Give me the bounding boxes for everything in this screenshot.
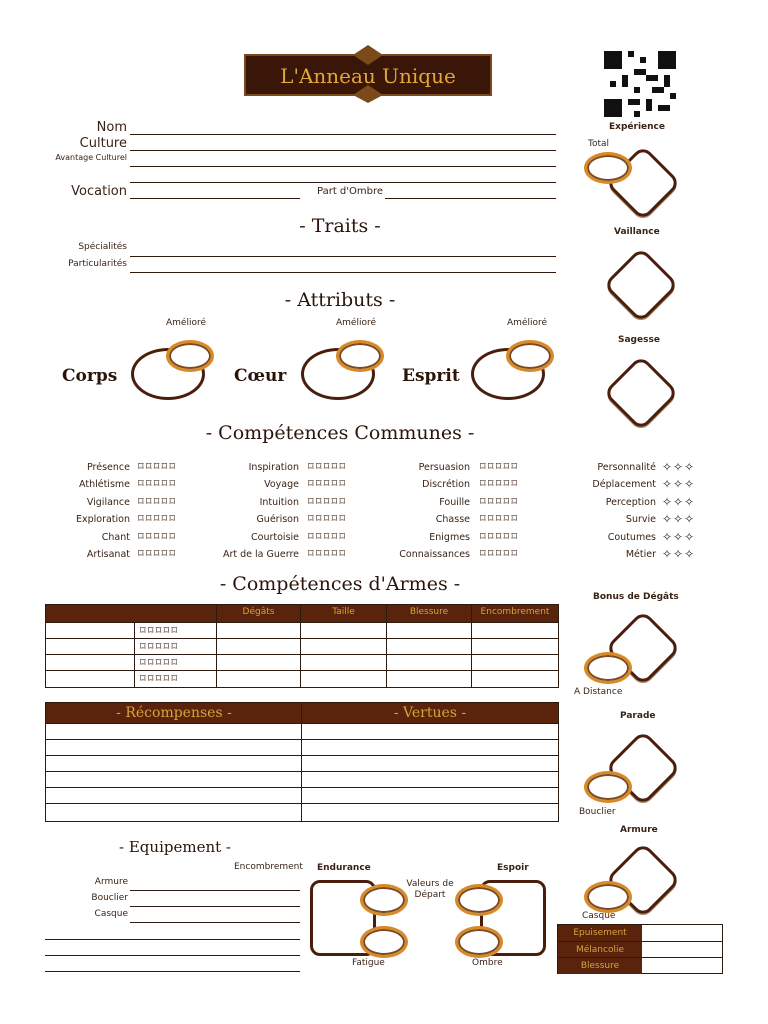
skill-boxes[interactable]: ⌑⌑⌑⌑⌑ — [138, 495, 178, 508]
weapon-skill-boxes[interactable]: ⌑⌑⌑⌑⌑ — [140, 672, 180, 685]
skill-label: Guérison — [256, 514, 299, 525]
skill-label: Présence — [87, 462, 130, 473]
ameliore-label-corps: Amélioré — [166, 318, 207, 328]
armes-table — [45, 604, 559, 688]
skill-label: Chasse — [435, 514, 470, 525]
esprit-label: Esprit — [402, 366, 460, 386]
avantage-label: Avantage Culturel — [55, 153, 127, 162]
bouclier-side-label: Bouclier — [579, 807, 616, 817]
equipement-line-3[interactable] — [45, 971, 300, 972]
qr-code — [604, 51, 676, 117]
skill-label: Coutumes — [607, 532, 656, 543]
etat-label: Mélancolie — [558, 942, 642, 958]
fatigue-label: Fatigue — [352, 958, 385, 968]
vaillance-diamond[interactable] — [603, 247, 679, 323]
skill-stars[interactable]: ✧✧✧ — [662, 512, 696, 526]
header-blessure: Blessure — [409, 607, 449, 617]
ombre-label: Part d'Ombre — [317, 186, 384, 197]
culture-label: Culture — [79, 136, 127, 151]
traits-title: - Traits - — [299, 215, 381, 237]
skill-boxes[interactable]: ⌑⌑⌑⌑⌑ — [308, 460, 348, 473]
valeurs-depart-label: Valeurs de Départ — [406, 879, 454, 900]
total-oval[interactable] — [584, 152, 632, 184]
culture-field[interactable] — [130, 150, 556, 151]
header-encombrement: Encombrement — [480, 607, 550, 617]
skill-boxes[interactable]: ⌑⌑⌑⌑⌑ — [480, 460, 520, 473]
parade-label: Parade — [620, 711, 656, 721]
encombrement-label: Encombrement — [234, 862, 303, 872]
vaillance-label: Vaillance — [614, 227, 660, 237]
bouclier-field[interactable] — [130, 906, 300, 907]
particularites-field[interactable] — [130, 272, 556, 273]
skill-label: Discrétion — [422, 479, 470, 490]
skill-label: Connaissances — [399, 549, 470, 560]
ameliore-label-esprit: Amélioré — [507, 318, 548, 328]
skill-boxes[interactable]: ⌑⌑⌑⌑⌑ — [480, 512, 520, 525]
skill-boxes[interactable]: ⌑⌑⌑⌑⌑ — [138, 530, 178, 543]
coeur-label: Cœur — [234, 366, 287, 386]
corps-ameliore-oval[interactable] — [166, 340, 214, 372]
ombre-field[interactable] — [385, 198, 556, 199]
nom-field[interactable] — [130, 134, 556, 135]
specialites-label: Spécialités — [78, 242, 127, 252]
etat-row[interactable] — [558, 957, 722, 974]
nom-label: Nom — [96, 120, 127, 135]
skill-boxes[interactable]: ⌑⌑⌑⌑⌑ — [308, 495, 348, 508]
distance-oval[interactable] — [584, 652, 632, 684]
skill-label: Courtoisie — [251, 532, 299, 543]
endurance-label: Endurance — [317, 863, 371, 873]
skill-boxes[interactable]: ⌑⌑⌑⌑⌑ — [308, 530, 348, 543]
bouclier-label: Bouclier — [91, 893, 128, 903]
equipement-title: - Equipement - — [119, 838, 231, 856]
weapon-name-cell[interactable] — [46, 623, 135, 639]
column-divider — [300, 605, 301, 687]
skill-boxes[interactable]: ⌑⌑⌑⌑⌑ — [308, 512, 348, 525]
vocation-field[interactable] — [130, 198, 300, 199]
endurance-depart-oval[interactable] — [360, 884, 408, 916]
skill-label: Métier — [625, 549, 656, 560]
recompenses-title: - Récompenses - — [116, 705, 232, 721]
total-label: Total — [588, 139, 610, 149]
skill-label: Déplacement — [592, 479, 656, 490]
weapon-skill-boxes[interactable]: ⌑⌑⌑⌑⌑ — [140, 624, 180, 637]
armure-field[interactable] — [130, 890, 300, 891]
skill-boxes[interactable]: ⌑⌑⌑⌑⌑ — [138, 512, 178, 525]
column-divider — [386, 605, 387, 687]
vocation-label: Vocation — [71, 184, 127, 199]
skill-label: Personnalité — [597, 462, 656, 473]
vertues-title: - Vertues - — [393, 705, 467, 721]
bouclier-oval[interactable] — [584, 771, 632, 803]
ameliore-label-coeur: Amélioré — [336, 318, 377, 328]
ombre-label: Ombre — [472, 958, 503, 968]
etat-label: Epuisement — [558, 925, 642, 941]
skill-boxes[interactable]: ⌑⌑⌑⌑⌑ — [480, 495, 520, 508]
specialites-field[interactable] — [130, 256, 556, 257]
logo — [243, 45, 493, 103]
skill-boxes[interactable]: ⌑⌑⌑⌑⌑ — [480, 547, 520, 560]
etats-table — [557, 924, 723, 974]
svg-text:L'Anneau Unique: L'Anneau Unique — [280, 64, 456, 88]
skill-label: Voyage — [264, 479, 299, 490]
skill-label: Persuasion — [418, 462, 470, 473]
skill-label: Survie — [625, 514, 656, 525]
armes-title: - Compétences d'Armes - — [219, 573, 461, 595]
casque-oval[interactable] — [584, 881, 632, 913]
reward-virtue-row[interactable] — [46, 739, 558, 756]
weapon-name-cell[interactable] — [46, 671, 135, 687]
distance-label: A Distance — [574, 687, 623, 697]
weapon-row[interactable] — [46, 638, 558, 655]
attributs-title: - Attributs - — [284, 289, 396, 311]
skill-boxes[interactable]: ⌑⌑⌑⌑⌑ — [480, 477, 520, 490]
column-divider — [471, 605, 472, 687]
skill-boxes[interactable]: ⌑⌑⌑⌑⌑ — [480, 530, 520, 543]
skill-stars[interactable]: ✧✧✧ — [662, 547, 696, 561]
skill-label: Fouille — [439, 497, 470, 508]
coeur-ameliore-oval[interactable] — [336, 340, 384, 372]
skill-label: Artisanat — [86, 549, 130, 560]
avantage-field[interactable] — [130, 166, 556, 167]
esprit-ameliore-oval[interactable] — [506, 340, 554, 372]
casque-side-label: Casque — [582, 911, 616, 921]
skill-boxes[interactable]: ⌑⌑⌑⌑⌑ — [308, 547, 348, 560]
weapon-name-cell[interactable] — [46, 639, 135, 655]
skill-stars[interactable]: ✧✧✧ — [662, 530, 696, 544]
casque-label: Casque — [94, 909, 128, 919]
sagesse-diamond[interactable] — [603, 355, 679, 431]
communes-title: - Compétences Communes - — [205, 422, 475, 444]
skill-label: Vigilance — [86, 497, 130, 508]
skill-stars[interactable]: ✧✧✧ — [662, 477, 696, 491]
header-taille: Taille — [332, 607, 355, 617]
header-degats: Dégâts — [217, 607, 300, 617]
skill-stars[interactable]: ✧✧✧ — [662, 495, 696, 509]
reward-virtue-row[interactable] — [46, 723, 558, 740]
fatigue-oval[interactable] — [360, 926, 408, 958]
skill-boxes[interactable]: ⌑⌑⌑⌑⌑ — [138, 477, 178, 490]
sagesse-label: Sagesse — [618, 335, 660, 345]
skill-label: Perception — [605, 497, 656, 508]
reward-virtue-row[interactable] — [46, 803, 558, 820]
particularites-label: Particularités — [68, 259, 127, 269]
casque-field[interactable] — [130, 922, 300, 923]
reward-virtue-row[interactable] — [46, 771, 558, 788]
recompenses-vertues-table — [45, 702, 559, 822]
skill-label: Art de la Guerre — [222, 549, 299, 560]
experience-label: Expérience — [609, 122, 665, 132]
reward-virtue-row[interactable] — [46, 755, 558, 772]
column-divider — [216, 605, 217, 687]
weapon-name-cell[interactable] — [46, 655, 135, 671]
espoir-label: Espoir — [497, 863, 529, 873]
equipement-line-1[interactable] — [45, 939, 300, 940]
avantage-field-2[interactable] — [130, 182, 556, 183]
ombre-oval[interactable] — [455, 926, 503, 958]
bonus-degats-label: Bonus de Dégâts — [593, 592, 679, 602]
weapon-skill-boxes[interactable]: ⌑⌑⌑⌑⌑ — [140, 640, 180, 653]
skill-stars[interactable]: ✧✧✧ — [662, 460, 696, 474]
weapon-row[interactable] — [46, 670, 558, 687]
armure-label: Armure — [94, 877, 128, 887]
skill-label: Chant — [101, 532, 130, 543]
equipement-line-2[interactable] — [45, 955, 300, 956]
skill-boxes[interactable]: ⌑⌑⌑⌑⌑ — [308, 477, 348, 490]
espoir-depart-oval[interactable] — [455, 884, 503, 916]
skill-label: Athlétisme — [79, 479, 130, 490]
etat-label: Blessure — [558, 958, 642, 974]
reward-virtue-row[interactable] — [46, 787, 558, 804]
skill-label: Exploration — [75, 514, 130, 525]
skill-boxes[interactable]: ⌑⌑⌑⌑⌑ — [138, 547, 178, 560]
weapon-skill-boxes[interactable]: ⌑⌑⌑⌑⌑ — [140, 656, 180, 669]
skill-label: Enigmes — [429, 532, 470, 543]
weapon-row[interactable] — [46, 622, 558, 639]
etat-row[interactable] — [558, 925, 722, 941]
corps-label: Corps — [62, 366, 118, 386]
weapon-row[interactable] — [46, 654, 558, 671]
skill-label: Inspiration — [248, 462, 299, 473]
etat-row[interactable] — [558, 941, 722, 958]
armure-side-label: Armure — [620, 825, 658, 835]
skill-label: Intuition — [259, 497, 299, 508]
skill-boxes[interactable]: ⌑⌑⌑⌑⌑ — [138, 460, 178, 473]
